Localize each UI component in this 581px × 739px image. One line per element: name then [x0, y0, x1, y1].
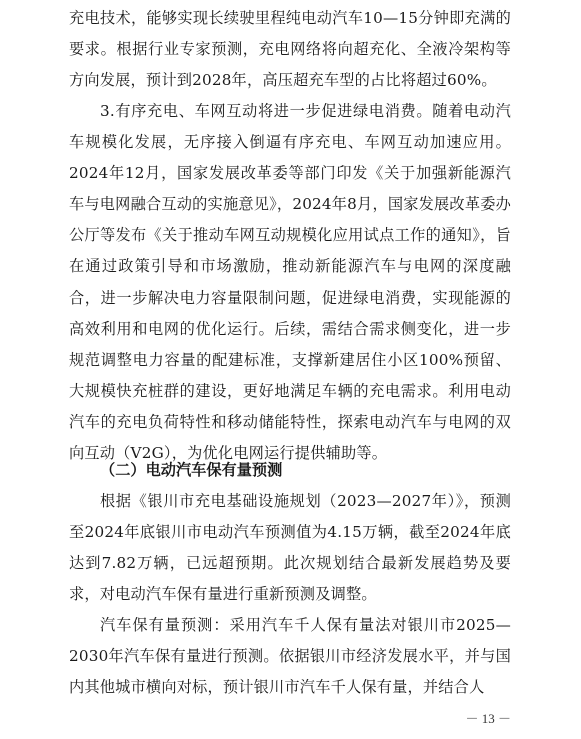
paragraph-vehicle-ownership: 汽车保有量预测：采用汽车千人保有量法对银川市2025—2030年汽车保有量进行预测。依据银川市经济发展水平，并与国内其他城市横向对标，预计银川市汽车千人保有量，并结合人 — [69, 616, 511, 697]
section-heading: （二）电动汽车保有量预测 — [100, 461, 283, 479]
paragraph-orderly-charging: 3.有序充电、车网互动将进一步促进绿电消费。随着电动汽车规模化发展，无序接入倒逼有序充电、车网互动加速应用。2024年12月，国家发展改革委等部门印发《关于加强新能源汽车与电网融合互动的实施意见》，2024年8月，国家发展改革委办公厅等发布《关于推动车网互动规模化应用试点工作的通知》，旨在通过政策引导和市场激励，推动新能源汽车与电网的深度融合，进一步解决电力容量限制问题，促进绿电消费，实现能源的高效利用和电网的优化运行。后续，需结合需求侧变化，进一步规范调整电力容量的配建标准，支撑新建居住小区100%预留、大规模快充桩群的建设，更好地满足车辆的充电需求。利用电动汽车的充电负荷特性和移动储能特性，探索电动汽车与电网的双向互动（V2G），为优化电网运行提供辅助等。 — [69, 102, 511, 463]
paragraph-ev-forecast: 根据《银川市充电基础设施规划（2023—2027年）》，预测至2024年底银川市电动汽车预测值为4.15万辆，截至2024年底达到7.82万辆，已远超预期。此次规划结合最新发展趋势及要求，对电动汽车保有量进行重新预测及调整。 — [69, 492, 511, 604]
page-number: － 13 － — [465, 711, 511, 726]
paragraph-charging-tech: 充电技术，能够实现长续驶里程纯电动汽车10—15分钟即充满的要求。根据行业专家预测，充电网络将向超充化、全液冷架构等方向发展，预计到2028年，高压超充车型的占比将超过60%。 — [69, 9, 511, 90]
